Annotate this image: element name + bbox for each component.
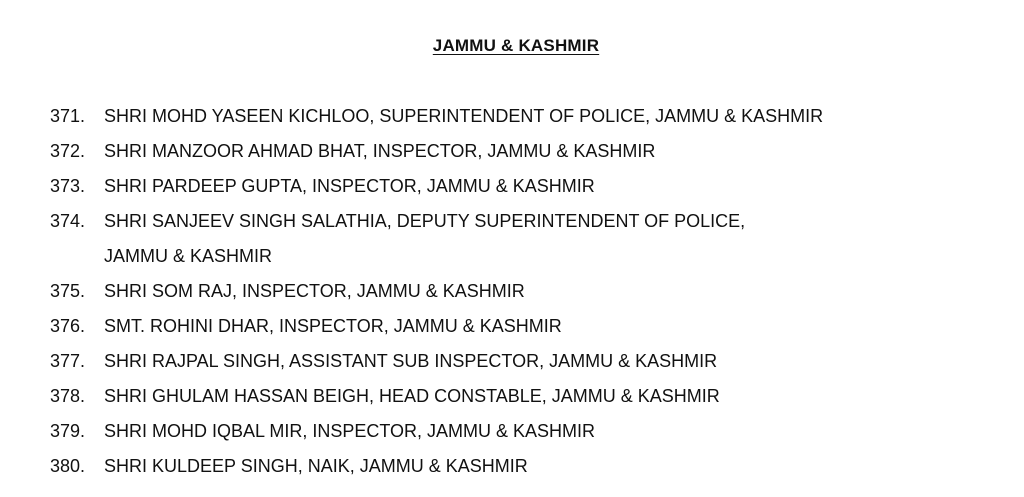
entry-number: 378. (50, 386, 86, 406)
awardee-list (0, 99, 1024, 484)
list-item (0, 344, 1024, 379)
entry-text: SHRI RAJPAL SINGH, ASSISTANT SUB INSPECTOR, JAMMU & KASHMIR (104, 351, 718, 371)
list-item (0, 414, 1024, 449)
entry-number: 374. (50, 211, 86, 231)
entry-number: 376. (50, 316, 86, 336)
entry-number: 380. (50, 456, 86, 476)
entry-number: 379. (50, 421, 86, 441)
entry-text: SHRI MANZOOR AHMAD BHAT, INSPECTOR, JAMMU & KASHMIR (104, 141, 656, 161)
list-item (0, 204, 1024, 274)
list-item (0, 134, 1024, 169)
list-item (0, 169, 1024, 204)
entry-number: 377. (50, 351, 86, 371)
list-item (0, 274, 1024, 309)
entry-number: 371. (50, 106, 86, 126)
section-heading (0, 36, 1024, 56)
entry-number: 372. (50, 141, 86, 161)
entry-text: SHRI PARDEEP GUPTA, INSPECTOR, JAMMU & KASHMIR (104, 176, 595, 196)
entry-number: 375. (50, 281, 86, 301)
entry-text: SHRI SANJEEV SINGH SALATHIA, DEPUTY SUPERINTENDENT OF POLICE, (104, 211, 746, 231)
entry-text: SHRI KULDEEP SINGH, NAIK, JAMMU & KASHMIR (104, 456, 528, 476)
list-item (0, 449, 1024, 484)
list-item (0, 99, 1024, 134)
entry-text: SHRI SOM RAJ, INSPECTOR, JAMMU & KASHMIR (104, 281, 525, 301)
list-item (0, 309, 1024, 344)
entry-text-block (104, 204, 924, 274)
entry-text: SHRI GHULAM HASSAN BEIGH, HEAD CONSTABLE, JAMMU & KASHMIR (104, 386, 720, 406)
entry-text: SMT. ROHINI DHAR, INSPECTOR, JAMMU & KASHMIR (104, 316, 562, 336)
entry-text-continued: JAMMU & KASHMIR (104, 246, 273, 266)
entry-text: SHRI MOHD YASEEN KICHLOO, SUPERINTENDENT OF POLICE, JAMMU & KASHMIR (104, 106, 824, 126)
entry-text: SHRI MOHD IQBAL MIR, INSPECTOR, JAMMU & KASHMIR (104, 421, 596, 441)
list-item (0, 379, 1024, 414)
entry-number: 373. (50, 176, 86, 196)
heading-text: JAMMU & KASHMIR (432, 36, 600, 55)
